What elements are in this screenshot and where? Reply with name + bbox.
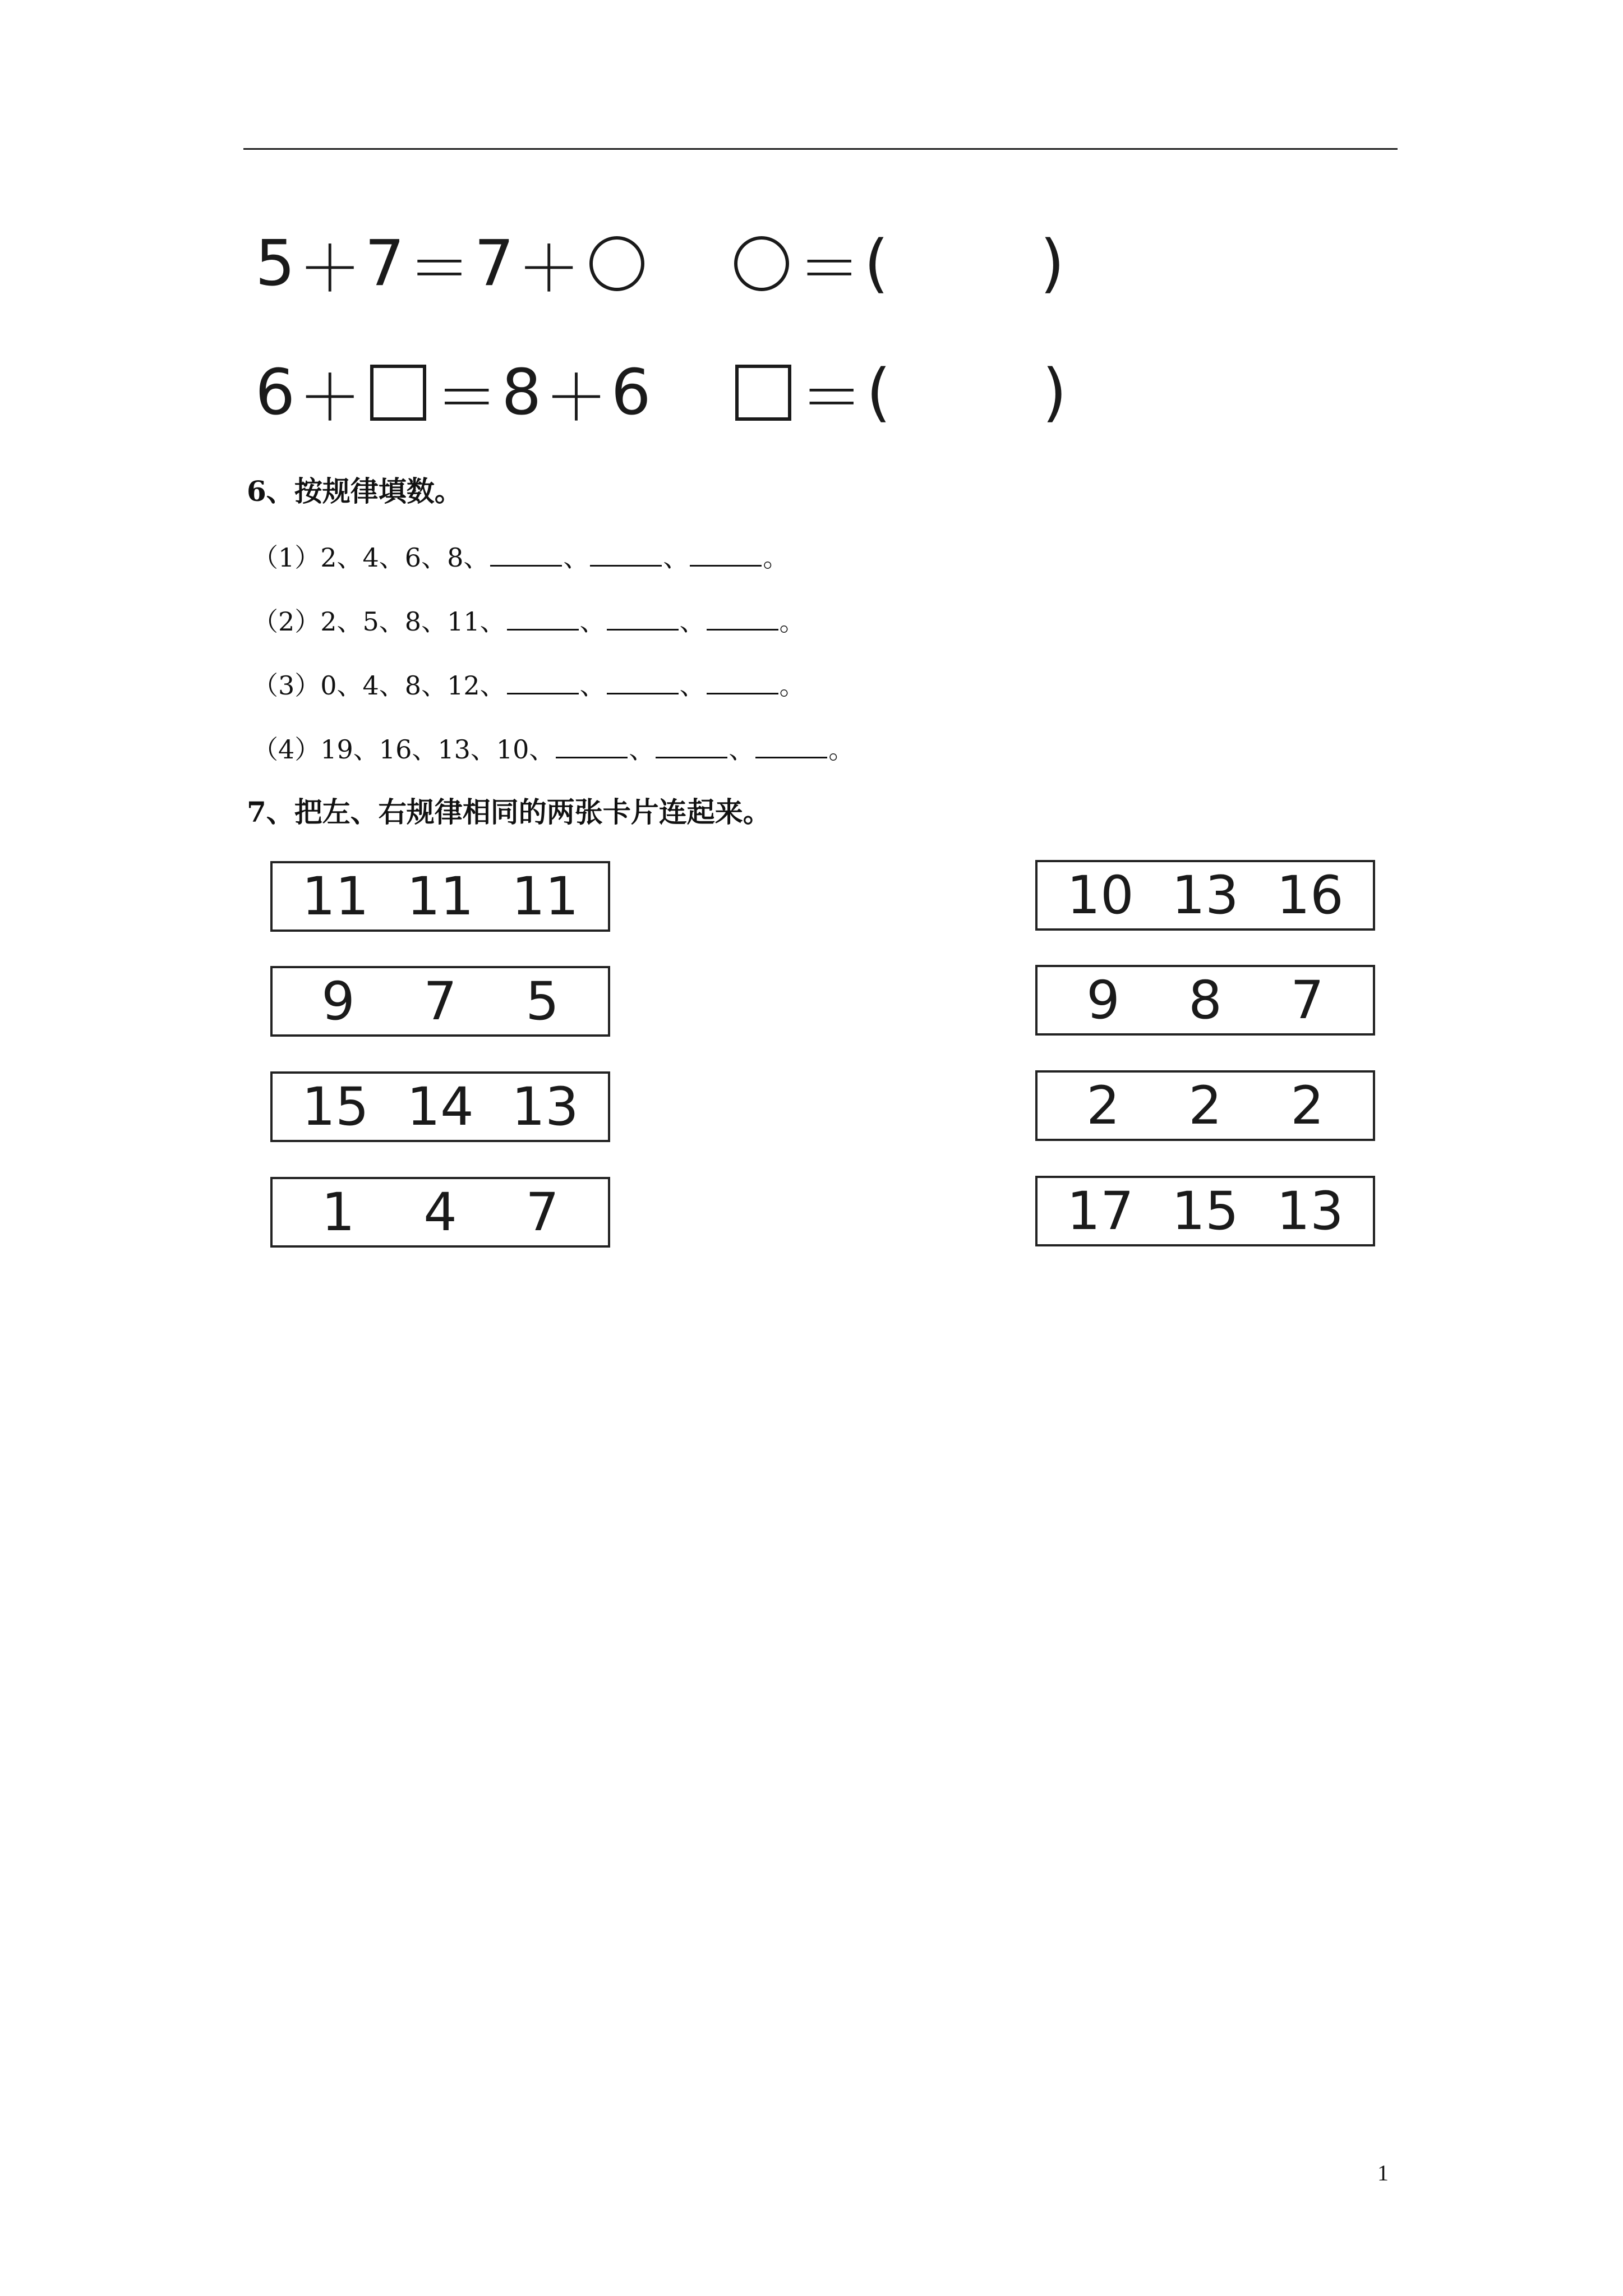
- section-6-title: 6、按规律填数。: [247, 475, 463, 508]
- card-number: 15: [302, 1076, 369, 1138]
- sequence-end: 。: [763, 542, 789, 573]
- sequence-item-2: [252, 601, 805, 638]
- left-card-1[interactable]: [270, 861, 610, 932]
- card-number: 10: [1067, 864, 1134, 926]
- answer-blank[interactable]: [556, 734, 628, 758]
- eq1-answer-equals: ＝: [797, 232, 861, 306]
- eq2-open-paren: (: [866, 356, 891, 429]
- card-number: 8: [1188, 969, 1222, 1031]
- card-number: 13: [1276, 1180, 1344, 1242]
- card-number: 16: [1276, 864, 1344, 926]
- eq2-term-c: 8: [501, 356, 542, 429]
- card-number: 11: [407, 866, 474, 927]
- left-card-4[interactable]: [270, 1177, 610, 1248]
- square-placeholder-icon: [735, 365, 791, 421]
- right-card-1[interactable]: [1035, 860, 1375, 931]
- answer-blank[interactable]: [590, 542, 662, 567]
- eq1-open-paren: (: [864, 227, 889, 300]
- eq2-close-paren: ): [1042, 356, 1067, 429]
- eq1-plus-1: ＋: [298, 232, 362, 306]
- eq1-term-c: 7: [474, 227, 514, 300]
- answer-blank[interactable]: [607, 670, 679, 694]
- equation-line-2: [255, 356, 1067, 435]
- answer-blank[interactable]: [707, 606, 778, 631]
- eq1-close-paren: ): [1040, 227, 1065, 300]
- eq2-plus-2: ＋: [545, 361, 608, 435]
- answer-blank[interactable]: [490, 542, 562, 567]
- card-number: 11: [302, 866, 369, 927]
- answer-blank[interactable]: [656, 734, 727, 758]
- answer-blank[interactable]: [690, 542, 762, 567]
- card-number: 7: [423, 970, 457, 1032]
- right-card-4[interactable]: [1035, 1176, 1375, 1246]
- eq1-plus-2: ＋: [517, 232, 580, 306]
- sequence-separator: 、: [579, 606, 606, 637]
- card-number: 17: [1067, 1180, 1134, 1242]
- sequence-prefix: （4）19、16、13、10、: [252, 734, 555, 765]
- sequence-separator: 、: [579, 670, 606, 701]
- eq1-term-a: 5: [255, 227, 296, 300]
- sequence-item-3: [252, 665, 805, 702]
- card-number: 11: [511, 866, 579, 927]
- card-number: 9: [1086, 969, 1120, 1031]
- sequence-item-1: [252, 537, 789, 574]
- eq1-term-b: 7: [365, 227, 405, 300]
- card-number: 14: [407, 1076, 474, 1138]
- sequence-item-4: [252, 729, 854, 766]
- card-number: 7: [1290, 969, 1324, 1031]
- page-number: 1: [1377, 2160, 1389, 2185]
- sequence-separator: 、: [629, 734, 655, 765]
- square-placeholder-icon: [370, 365, 426, 421]
- equation-line-1: [255, 227, 1065, 306]
- answer-blank[interactable]: [607, 606, 679, 631]
- card-number: 1: [321, 1181, 355, 1243]
- left-card-3[interactable]: [270, 1071, 610, 1142]
- sequence-prefix: （3）0、4、8、12、: [252, 670, 506, 701]
- card-number: 5: [525, 970, 559, 1032]
- card-number: 2: [1290, 1075, 1324, 1137]
- answer-blank[interactable]: [707, 670, 778, 694]
- card-number: 13: [511, 1076, 579, 1138]
- eq2-equals: ＝: [435, 361, 499, 435]
- circle-placeholder-icon: [589, 236, 644, 291]
- eq2-term-d: 6: [611, 356, 651, 429]
- card-number: 7: [525, 1181, 559, 1243]
- sequence-end: 。: [779, 670, 805, 701]
- sequence-end: 。: [779, 606, 805, 637]
- eq2-answer-equals: ＝: [800, 361, 863, 435]
- sequence-separator: 、: [728, 734, 755, 765]
- left-card-2[interactable]: [270, 966, 610, 1037]
- sequence-separator: 、: [679, 606, 706, 637]
- card-number: 9: [321, 970, 355, 1032]
- circle-placeholder-icon: [734, 236, 789, 291]
- section-7-title: 7、把左、右规律相同的两张卡片连起来。: [247, 795, 771, 829]
- sequence-prefix: （2）2、5、8、11、: [252, 606, 506, 637]
- header-rule: [243, 148, 1398, 150]
- eq1-equals: ＝: [408, 232, 471, 306]
- sequence-prefix: （1）2、4、6、8、: [252, 542, 490, 573]
- card-number: 2: [1188, 1075, 1222, 1137]
- answer-blank[interactable]: [755, 734, 827, 758]
- sequence-separator: 、: [563, 542, 589, 573]
- right-card-2[interactable]: [1035, 965, 1375, 1036]
- card-number: 15: [1172, 1180, 1239, 1242]
- card-number: 2: [1086, 1075, 1120, 1137]
- card-number: 4: [423, 1181, 457, 1243]
- answer-blank[interactable]: [507, 606, 579, 631]
- sequence-separator: 、: [663, 542, 689, 573]
- eq2-plus-1: ＋: [298, 361, 362, 435]
- sequence-separator: 、: [679, 670, 706, 701]
- answer-blank[interactable]: [507, 670, 579, 694]
- card-number: 13: [1172, 864, 1239, 926]
- sequence-end: 。: [828, 734, 855, 765]
- eq2-term-a: 6: [255, 356, 296, 429]
- right-card-3[interactable]: [1035, 1070, 1375, 1141]
